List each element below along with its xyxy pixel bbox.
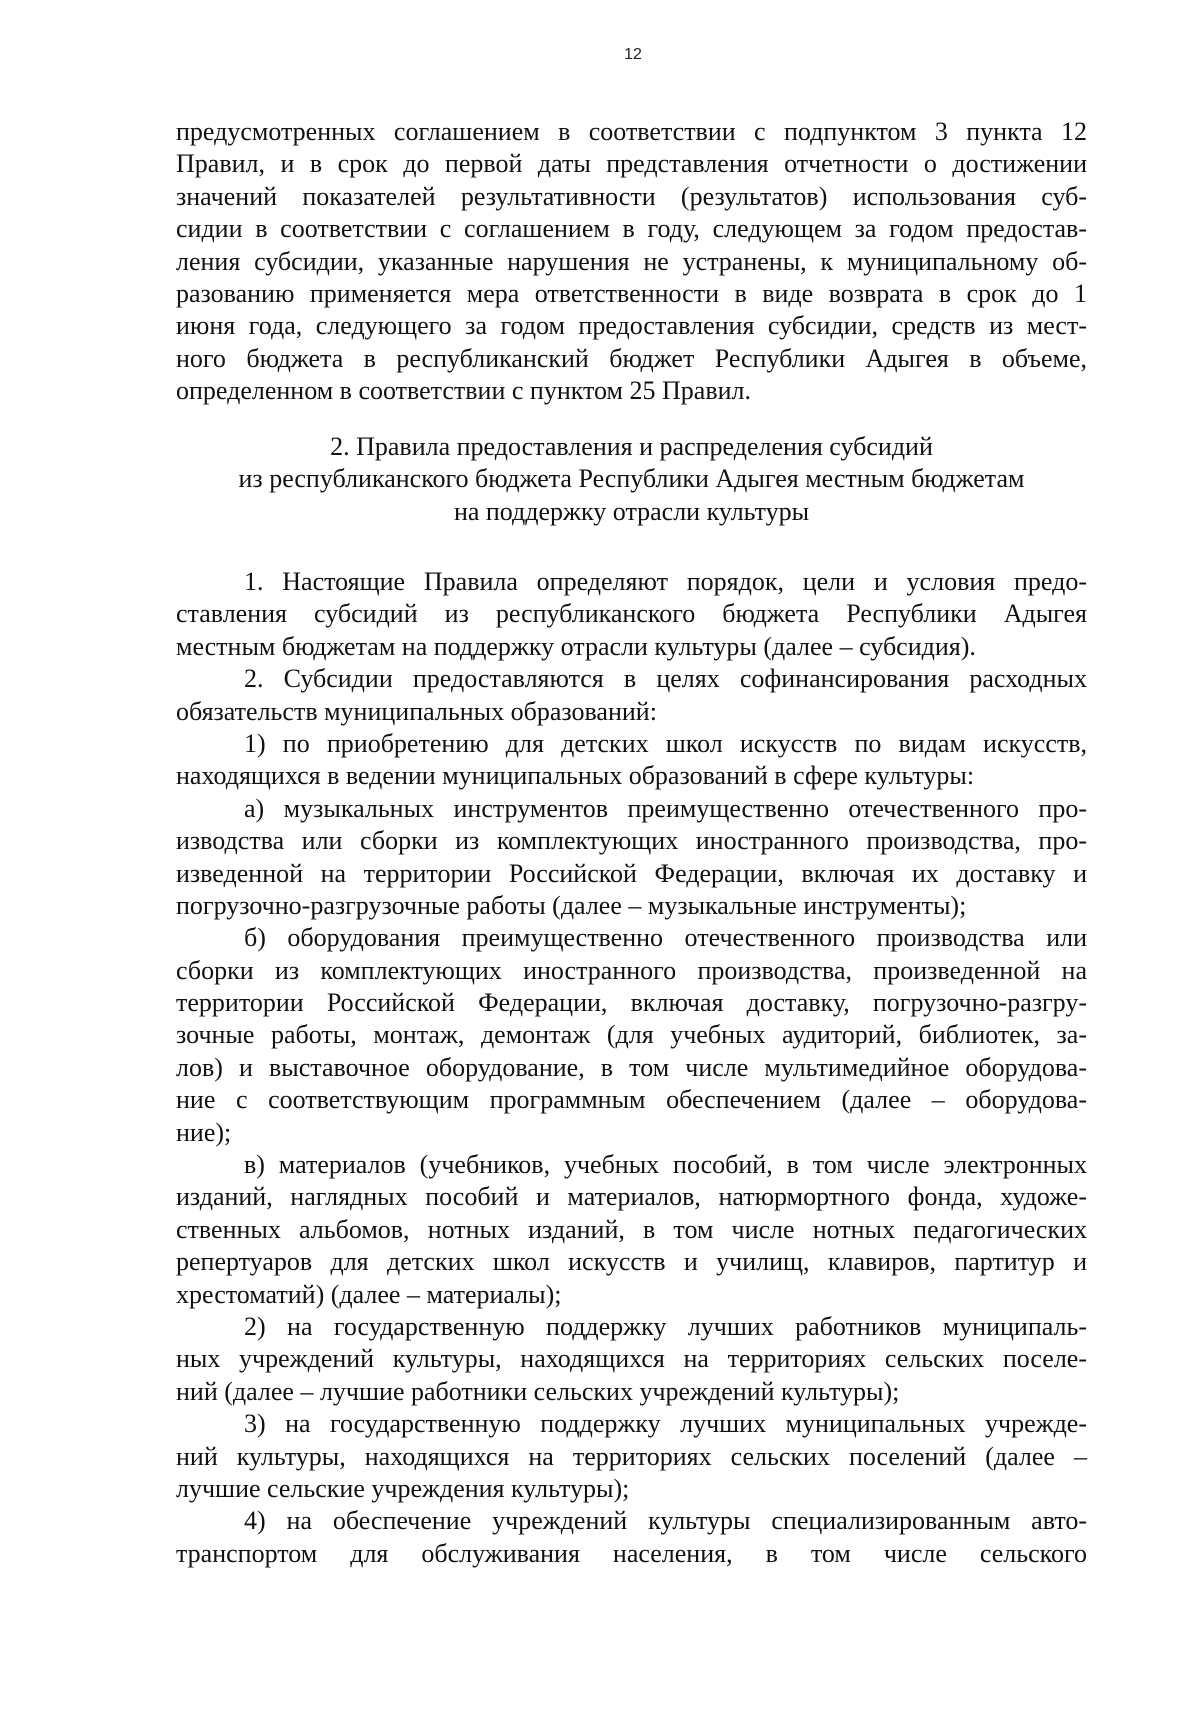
text-line: предусмотренных соглашением в соответствии с подпунктом 3 пункта 12 — [176, 117, 1087, 146]
text-line: 3) на государственную поддержку лучших муниципальных учрежде- — [244, 1409, 1087, 1439]
section-body — [176, 566, 1087, 1570]
text-line: ных учреждений культуры, находящихся на территориях сельских поселе- — [176, 1344, 1087, 1374]
text-line: местным бюджетам на поддержку отрасли культуры (далее – субсидия). — [176, 631, 976, 661]
text-line: 1. Настоящие Правила определяют порядок, цели и условия предо- — [244, 567, 1087, 596]
text-line: ного бюджета в республиканский бюджет Республики Адыгея в объеме, — [176, 343, 1087, 373]
text-line: сидии в соответствии с соглашением в году, следующем за годом предостав- — [176, 214, 1087, 244]
heading-line: из республиканского бюджета Республики Адыгея местным бюджетам — [238, 464, 1025, 494]
heading-line: на поддержку отрасли культуры — [453, 496, 810, 526]
text-line: разованию применяется мера ответственности в виде возврата в срок до 1 — [176, 278, 1087, 308]
text-line: изводства или сборки из комплектующих иностранного производства, про- — [176, 826, 1087, 856]
text-line: хрестоматий) (далее – материалы); — [176, 1279, 562, 1309]
text-line: в) материалов (учебников, учебных пособий, в том числе электронных — [244, 1150, 1087, 1180]
section-heading — [176, 431, 1087, 528]
text-line: определенном в соответствии с пунктом 25 Правил. — [176, 376, 751, 406]
text-line: июня года, следующего за годом предоставления субсидии, средств из мест- — [176, 311, 1087, 341]
page-number: 12 — [624, 46, 642, 63]
text-line: изведенной на территории Российской Федерации, включая их доставку и — [176, 858, 1087, 888]
text-line: зочные работы, монтаж, демонтаж (для учебных аудиторий, библиотек, за- — [176, 1020, 1087, 1050]
text-line: ний (далее – лучшие работники сельских учреждений культуры); — [176, 1376, 900, 1406]
text-line: Правил, и в срок до первой даты представления отчетности о достижении — [176, 149, 1087, 179]
text-line: 4) на обеспечение учреждений культуры специализированным авто- — [244, 1506, 1087, 1536]
text-line: ственных альбомов, нотных изданий, в том числе нотных педагогических — [176, 1214, 1087, 1244]
text-line: а) музыкальных инструментов преимущественно отечественного про- — [244, 793, 1087, 823]
text-line: лов) и выставочное оборудование, в том числе мультимедийное оборудова- — [176, 1052, 1087, 1082]
text-line: 1) по приобретению для детских школ искусств по видам искусств, — [244, 728, 1087, 758]
text-line: транспортом для обслуживания населения, в том числе сельского — [176, 1538, 1087, 1568]
text-line: ние с соответствующим программным обеспечением (далее – оборудова- — [176, 1085, 1087, 1115]
text-line: 2) на государственную поддержку лучших работников муниципаль- — [244, 1311, 1087, 1341]
text-line: б) оборудования преимущественно отечественного производства или — [244, 923, 1087, 953]
text-line: погрузочно-разгрузочные работы (далее – музыкальные инструменты); — [176, 890, 967, 920]
heading-line: 2. Правила предоставления и распределения субсидий — [330, 432, 933, 461]
text-line: 2. Субсидии предоставляются в целях софинансирования расходных — [244, 664, 1087, 694]
text-line: ставления субсидий из республиканского бюджета Республики Адыгея — [176, 599, 1087, 629]
text-line: лучшие сельские учреждения культуры); — [176, 1473, 630, 1503]
text-line: обязательств муниципальных образований: — [176, 696, 657, 726]
text-line: ние); — [176, 1117, 232, 1147]
intro-paragraph — [176, 116, 1087, 408]
text-line: значений показателей результативности (результатов) использования суб- — [176, 181, 1087, 211]
text-line: территории Российской Федерации, включая доставку, погрузочно-разгру- — [176, 988, 1087, 1018]
text-line: репертуаров для детских школ искусств и училищ, клавиров, партитур и — [176, 1247, 1087, 1277]
text-line: находящихся в ведении муниципальных образований в сфере культуры: — [176, 761, 975, 791]
text-line: сборки из комплектующих иностранного производства, произведенной на — [176, 955, 1087, 985]
text-line: изданий, наглядных пособий и материалов, натюрмортного фонда, художе- — [176, 1182, 1087, 1212]
text-line: ний культуры, находящихся на территориях сельских поселений (далее – — [176, 1441, 1087, 1471]
text-line: ления субсидии, указанные нарушения не устранены, к муниципальному об- — [176, 246, 1087, 276]
